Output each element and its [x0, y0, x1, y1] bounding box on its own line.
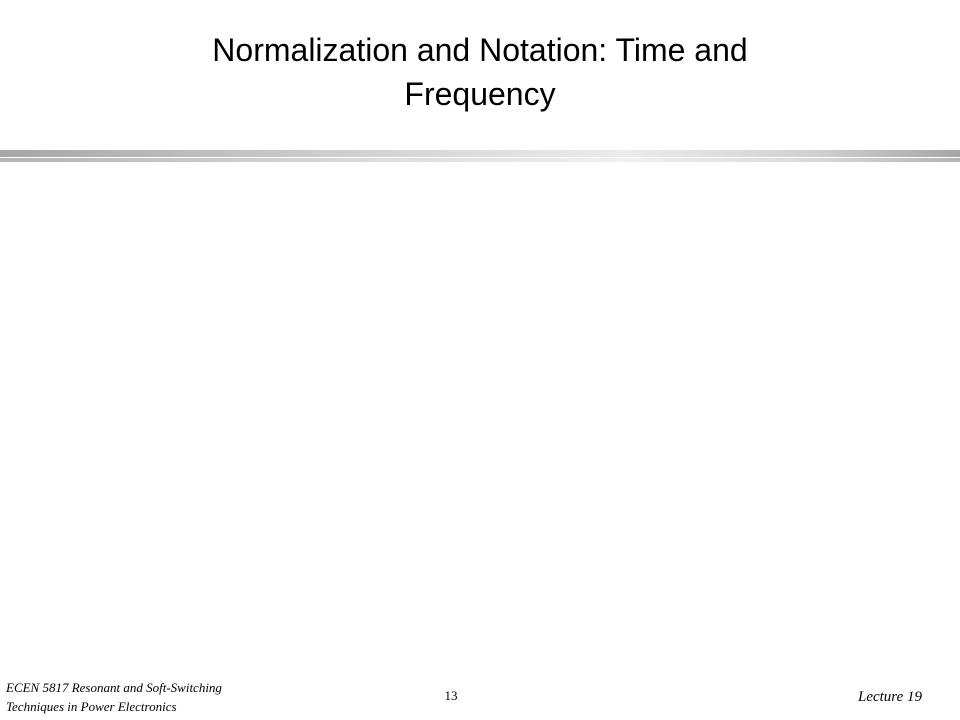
page-number: 13 — [444, 688, 458, 703]
title-divider-lower — [0, 158, 960, 162]
footer-lecture-label: Lecture 19 — [857, 689, 922, 705]
slide-content-area — [0, 170, 960, 660]
footer-course-line-1: ECEN 5817 Resonant and Soft-Switching — [6, 680, 222, 695]
footer-course-name — [6, 678, 222, 716]
title-divider-upper — [0, 150, 960, 157]
slide-title-line-1: Normalization and Notation: Time and — [212, 32, 748, 68]
footer-course-line-2: Techniques in Power Electronics — [6, 699, 177, 714]
slide-title-line-2: Frequency — [404, 76, 556, 112]
slide-title — [0, 28, 960, 116]
